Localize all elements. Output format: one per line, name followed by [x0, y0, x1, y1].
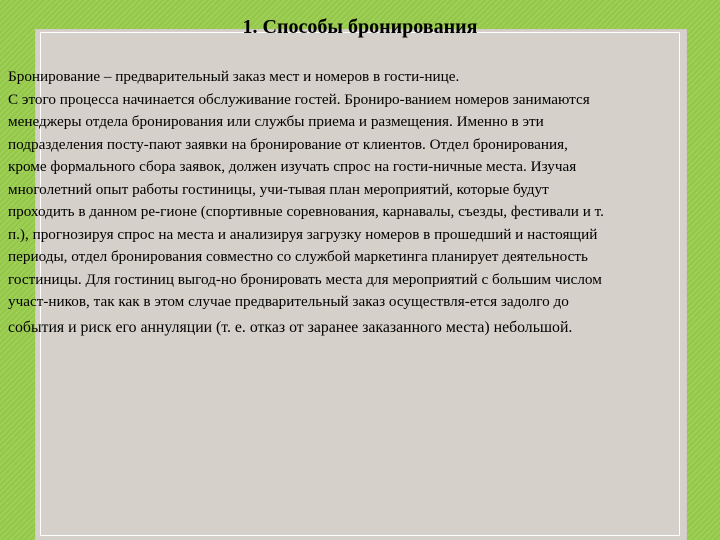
slide-title: 1. Способы бронирования	[242, 16, 478, 38]
paragraph-line: подразделения посту-пают заявки на бронирование от клиентов. Отдел бронирования,	[8, 135, 568, 153]
paragraph-line: события и риск его аннуляции (т. е. отказ от заранее заказанного места) небольшой.	[8, 318, 573, 336]
body-paragraph	[8, 66, 714, 342]
paragraph-line: участ-ников, так как в этом случае предварительный заказ осуществля-ется задолго до	[8, 293, 569, 310]
paragraph-line: С этого процесса начинается обслуживание гостей. Брониро-ванием номеров занимаются	[8, 90, 590, 108]
paragraph-line: проходить в данном ре-гионе (спортивные соревнования, карнавалы, съезды, фестивали и т.	[8, 203, 604, 220]
paragraph-line: многолетний опыт работы гостиницы, учи-тывая план мероприятий, которые будут	[8, 180, 549, 198]
paragraph-line: кроме формального сбора заявок, должен изучать спрос на гости-ничные места. Изучая	[8, 158, 577, 175]
paragraph-line: п.), прогнозируя спрос на места и анализируя загрузку номеров в прошедший и настоящий	[8, 225, 598, 243]
paragraph-line: менеджеры отдела бронирования или службы приема и размещения. Именно в эти	[8, 113, 544, 130]
paragraph-line: периоды, отдел бронирования совместно со службой маркетинга планирует деятельность	[8, 248, 588, 265]
paragraph-line: гостиницы. Для гостиниц выгод-но бронировать места для мероприятий с большим числом	[8, 270, 602, 288]
paragraph-line: Бронирование – предварительный заказ мест и номеров в гости-нице.	[8, 68, 460, 85]
